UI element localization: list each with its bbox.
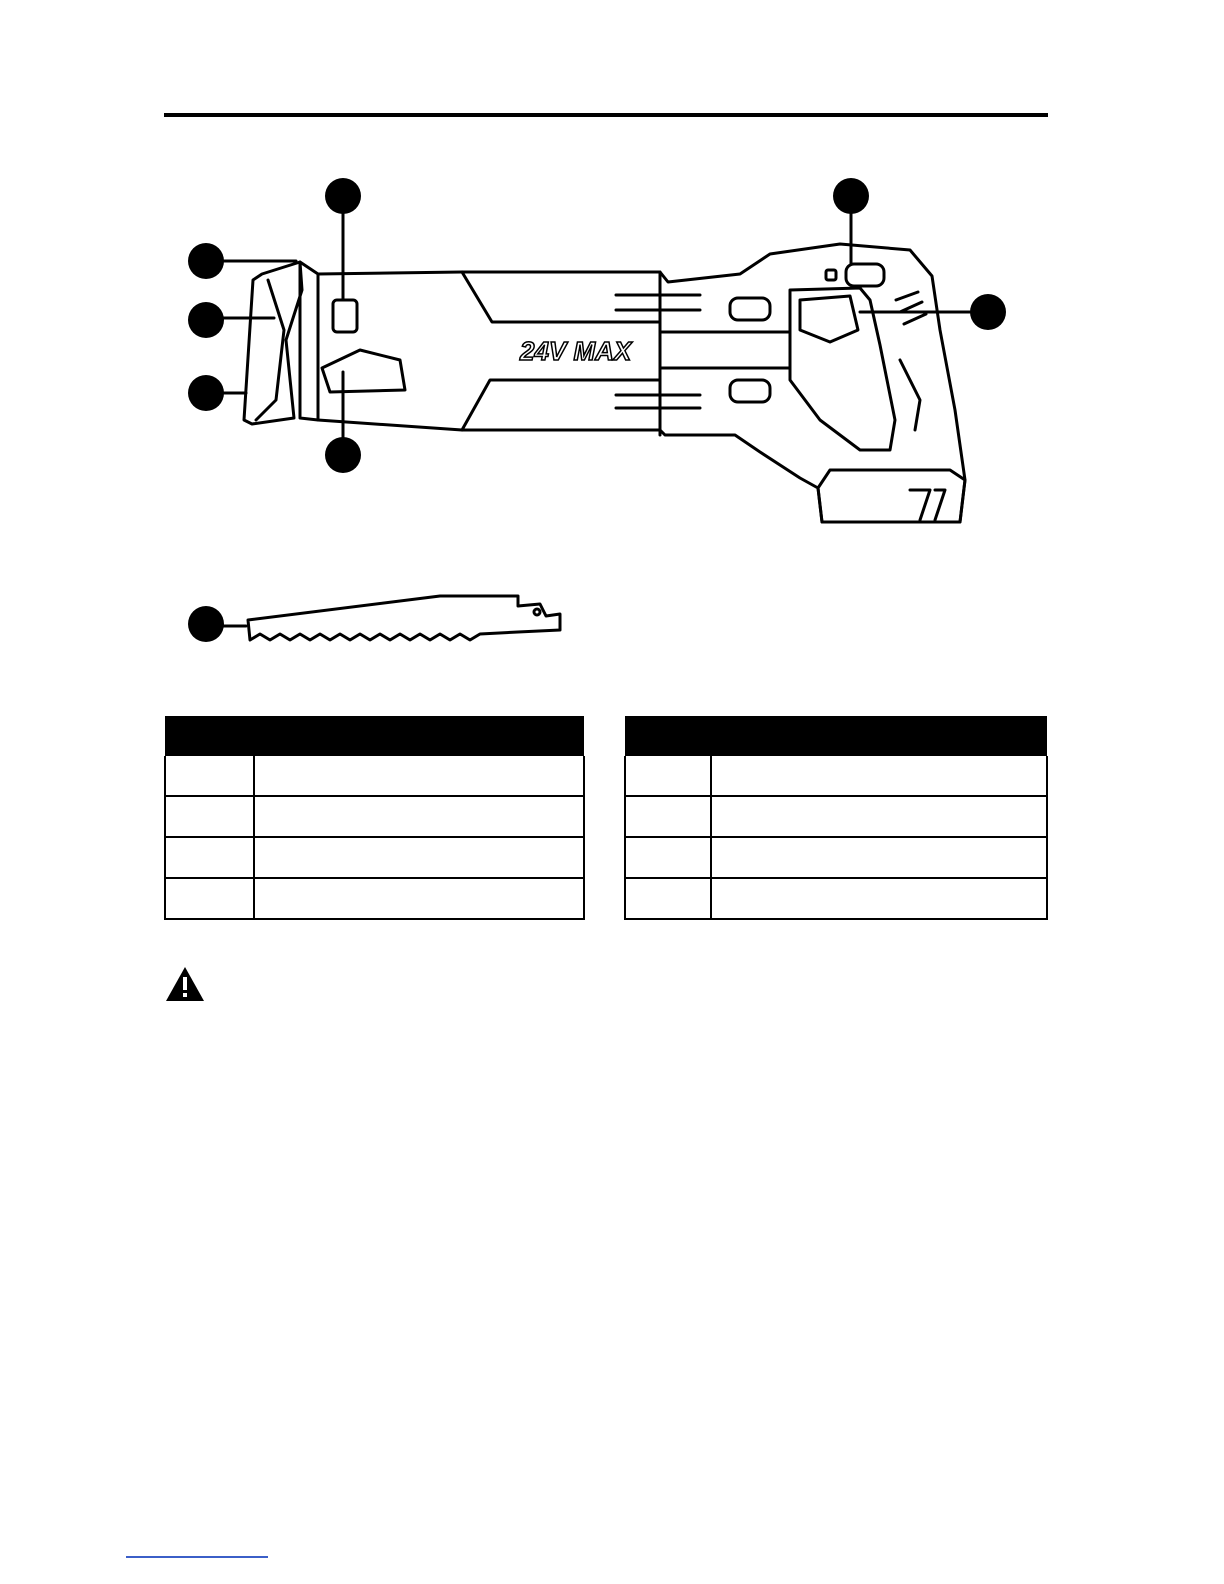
saw-blade <box>248 596 560 640</box>
table-row <box>165 878 584 919</box>
part-description <box>711 796 1047 837</box>
callout-dot-6 <box>188 375 224 411</box>
table-row <box>625 796 1047 837</box>
part-description <box>254 796 584 837</box>
callout-dot-8 <box>188 606 224 642</box>
part-description <box>254 878 584 919</box>
part-number <box>165 796 254 837</box>
part-description <box>711 878 1047 919</box>
callout-dot-7 <box>325 437 361 473</box>
table-row <box>165 796 584 837</box>
column-header-no <box>165 716 254 756</box>
callout-dot-3 <box>188 243 224 279</box>
part-number <box>625 796 711 837</box>
table-row <box>625 756 1047 796</box>
column-header-no <box>625 716 711 756</box>
part-description <box>254 837 584 878</box>
callout-dot-2 <box>833 178 869 214</box>
warning-triangle-icon <box>164 965 206 1003</box>
part-number <box>625 837 711 878</box>
parts-table-left <box>164 716 585 920</box>
part-number <box>165 756 254 796</box>
table-row <box>165 756 584 796</box>
part-number <box>625 756 711 796</box>
callout-dot-4 <box>188 302 224 338</box>
part-description <box>711 756 1047 796</box>
callout-dot-1 <box>325 178 361 214</box>
part-number <box>165 878 254 919</box>
shoe-plate <box>244 262 302 424</box>
table-row <box>165 837 584 878</box>
part-description <box>711 837 1047 878</box>
part-number <box>165 837 254 878</box>
column-header-description <box>711 716 1047 756</box>
column-header-description <box>254 716 584 756</box>
footer-link-underline[interactable] <box>126 1556 268 1558</box>
parts-table-right <box>624 716 1048 920</box>
table-header-row <box>625 716 1047 756</box>
table-row <box>625 878 1047 919</box>
part-description <box>254 756 584 796</box>
trigger <box>800 296 858 342</box>
part-number <box>625 878 711 919</box>
reciprocating-saw-diagram <box>0 0 1224 700</box>
table-header-row <box>165 716 584 756</box>
callout-dot-5 <box>970 294 1006 330</box>
voltage-logo: 24V MAX <box>520 336 632 366</box>
table-row <box>625 837 1047 878</box>
